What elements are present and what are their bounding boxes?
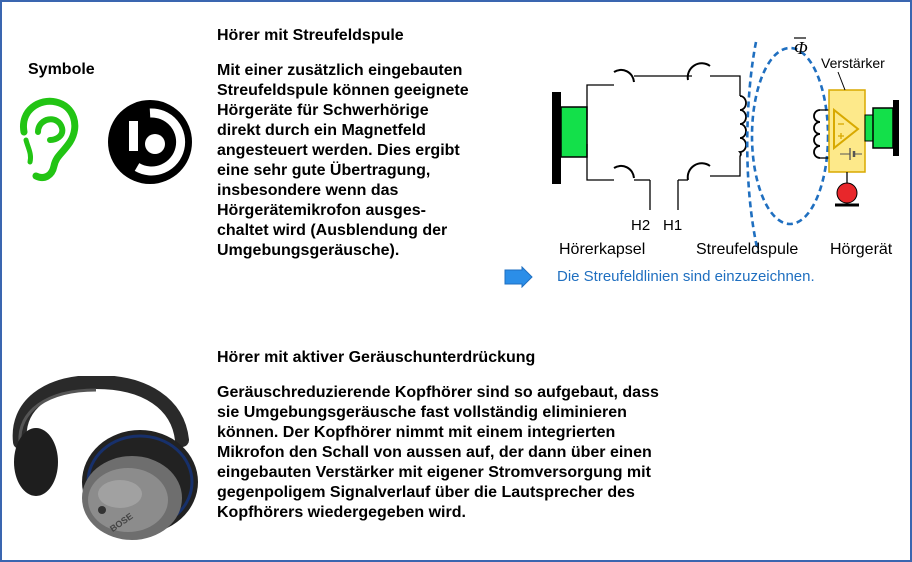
symbols-heading: Symbole — [28, 61, 95, 78]
connector-plug — [614, 70, 634, 82]
section1-line: Streufeldspule können geeignete — [217, 82, 469, 99]
section2-line: sie Umgebungsgeräusche fast vollständig eliminieren — [217, 404, 627, 421]
hearing-aid-label: Hörgerät — [830, 241, 893, 258]
section1-line: chaltet wird (Ausblendung der — [217, 222, 448, 239]
section1-line: Hörgerätemikrofon ausges- — [217, 202, 426, 219]
connector-socket — [688, 163, 710, 180]
arrow-right-icon — [504, 266, 534, 288]
terminal-h2-label: H2 — [631, 217, 651, 234]
noise-cancelling-headphones-image — [6, 376, 206, 554]
coil-label: Streufeldspule — [696, 241, 799, 258]
section1-body — [217, 61, 517, 261]
capsule-body — [561, 107, 587, 157]
section1-line: eine sehr gute Übertragung, — [217, 162, 431, 179]
microphone-icon — [837, 183, 857, 203]
phi-label: Φ — [794, 38, 808, 58]
section2-line: eingebauten Verstärker mit eigener Stromversorgung mit — [217, 464, 651, 481]
svg-text:BOSE: BOSE — [108, 511, 135, 534]
section2-line: Geräuschreduzierende Kopfhörer sind so aufgebaut, dass — [217, 384, 659, 401]
section2-body — [217, 383, 737, 523]
section2-title: Hörer mit aktiver Geräuschunterdrückung — [217, 349, 536, 366]
section1-line: Umgebungsgeräusche). — [217, 242, 400, 259]
section2-line: können. Der Kopfhörer nimmt mit einem integrierten — [217, 424, 616, 441]
capsule-label: Hörerkapsel — [559, 241, 646, 258]
capsule-plate — [552, 92, 561, 184]
induction-loop-symbol-icon — [107, 99, 193, 185]
circuit-diagram — [542, 32, 910, 272]
section1-line: insbesondere wenn das — [217, 182, 399, 199]
section1-line: Mit einer zusätzlich eingebauten — [217, 62, 463, 79]
stray-field-coil — [740, 96, 746, 156]
section1-line: direkt durch ein Magnetfeld — [217, 122, 426, 139]
connector-socket — [688, 63, 710, 80]
ear-symbol-icon — [16, 96, 82, 184]
section2-line: gegenpoligem Signalverlauf über die Lautsprecher des — [217, 484, 635, 501]
section1-line: Hörgeräte für Schwerhörige — [217, 102, 429, 119]
pickup-coil — [814, 110, 820, 158]
section1-line: angesteuert werden. Dies ergibt — [217, 142, 460, 159]
terminal-h1-label: H1 — [663, 217, 683, 234]
amplifier-label: Verstärker — [821, 55, 885, 71]
section1-title: Hörer mit Streufeldspule — [217, 27, 404, 44]
hearing-aid-speaker — [873, 108, 893, 148]
section2-line: Mikrofon den Schall von aussen auf, der dann über einen — [217, 444, 652, 461]
instruction-note: Die Streufeldlinien sind einzuzeichnen. — [557, 268, 815, 285]
section2-line: Kopfhörers wiedergegeben wird. — [217, 504, 466, 521]
connector-plug — [614, 166, 634, 178]
